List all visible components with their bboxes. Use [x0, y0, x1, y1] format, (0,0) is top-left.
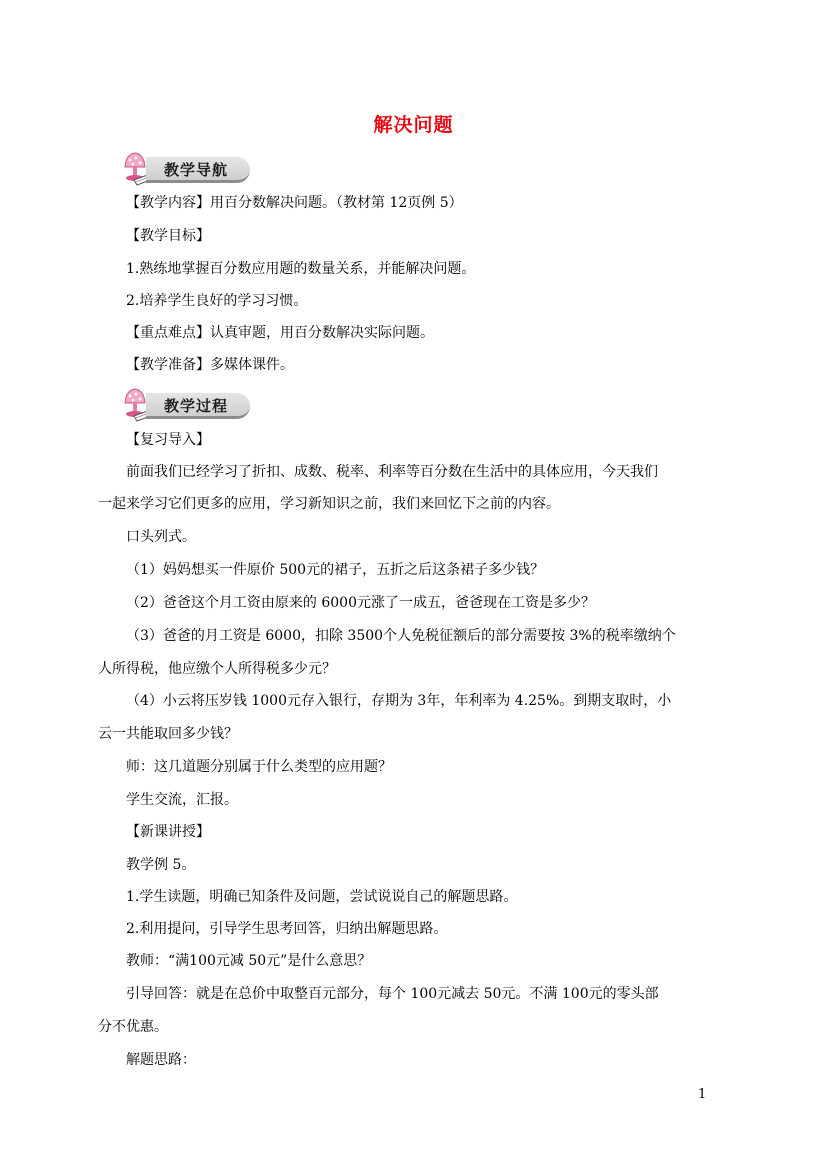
text-line: 1.学生读题，明确已知条件及问题，尝试说说自己的解题思路。 — [126, 889, 518, 905]
text-line: 2.培养学生良好的学习习惯。 — [126, 293, 308, 309]
section-label: 教学导航 — [164, 161, 229, 179]
text-line: 1.熟练地掌握百分数应用题的数量关系，并能解决问题。 — [126, 261, 476, 277]
text-line: 口头列式。 — [126, 529, 196, 545]
text-line: 引导回答：就是在总价中取整百元部分，每个 100元减去 50元。不满 100元的零头部 — [126, 986, 659, 1002]
text-line: 云一共能取回多少钱？ — [98, 726, 238, 742]
text-line: 【复习导入】 — [126, 432, 210, 448]
text-line: （4）小云将压岁钱 1000元存入银行，存期为 3年，年利率为 4.25%。到期支取时，小 — [126, 693, 672, 709]
text-line: 师：这几道题分别属于什么类型的应用题？ — [126, 759, 392, 775]
text-line: （2）爸爸这个月工资由原来的 6000元涨了一成五，爸爸现在工资是多少？ — [126, 595, 595, 611]
text-line: 【重点难点】认真审题，用百分数解决实际问题。 — [126, 325, 434, 341]
text-line: 教师：“满100元减 50元”是什么意思？ — [126, 953, 372, 969]
text-line: 2.利用提问，引导学生思考回答，归纳出解题思路。 — [126, 921, 448, 937]
text-line: 一起来学习它们更多的应用，学习新知识之前，我们来回忆下之前的内容。 — [98, 496, 560, 512]
text-line: 教学例 5。 — [126, 857, 196, 873]
text-line: 【教学内容】用百分数解决问题。（教材第 12页例 5） — [126, 195, 463, 211]
text-line: 分不优惠。 — [98, 1019, 168, 1035]
text-line: 前面我们已经学习了折扣、成数、税率、利率等百分数在生活中的具体应用，今天我们 — [126, 464, 658, 480]
page-number: 1 — [698, 1087, 707, 1102]
text-line: 【新课讲授】 — [126, 824, 210, 840]
text-line: 【教学准备】多媒体课件。 — [126, 357, 294, 373]
text-line: 学生交流，汇报。 — [126, 792, 238, 808]
section-banner — [146, 393, 250, 419]
section-header-process — [120, 386, 255, 424]
text-line: （3）爸爸的月工资是 6000，扣除 3500个人免税征额后的部分需要按 3%的税率缴纳个 — [126, 628, 676, 644]
text-line: 解题思路： — [126, 1052, 196, 1068]
page-title: 解决问题 — [373, 114, 454, 136]
section-banner — [146, 157, 250, 183]
text-line: （1）妈妈想买一件原价 500元的裙子，五折之后这条裙子多少钱？ — [126, 562, 545, 578]
section-label: 教学过程 — [164, 397, 229, 415]
text-line: 【教学目标】 — [126, 228, 210, 244]
section-header-nav — [120, 150, 255, 188]
text-line: 人所得税，他应缴个人所得税多少元？ — [98, 661, 336, 677]
